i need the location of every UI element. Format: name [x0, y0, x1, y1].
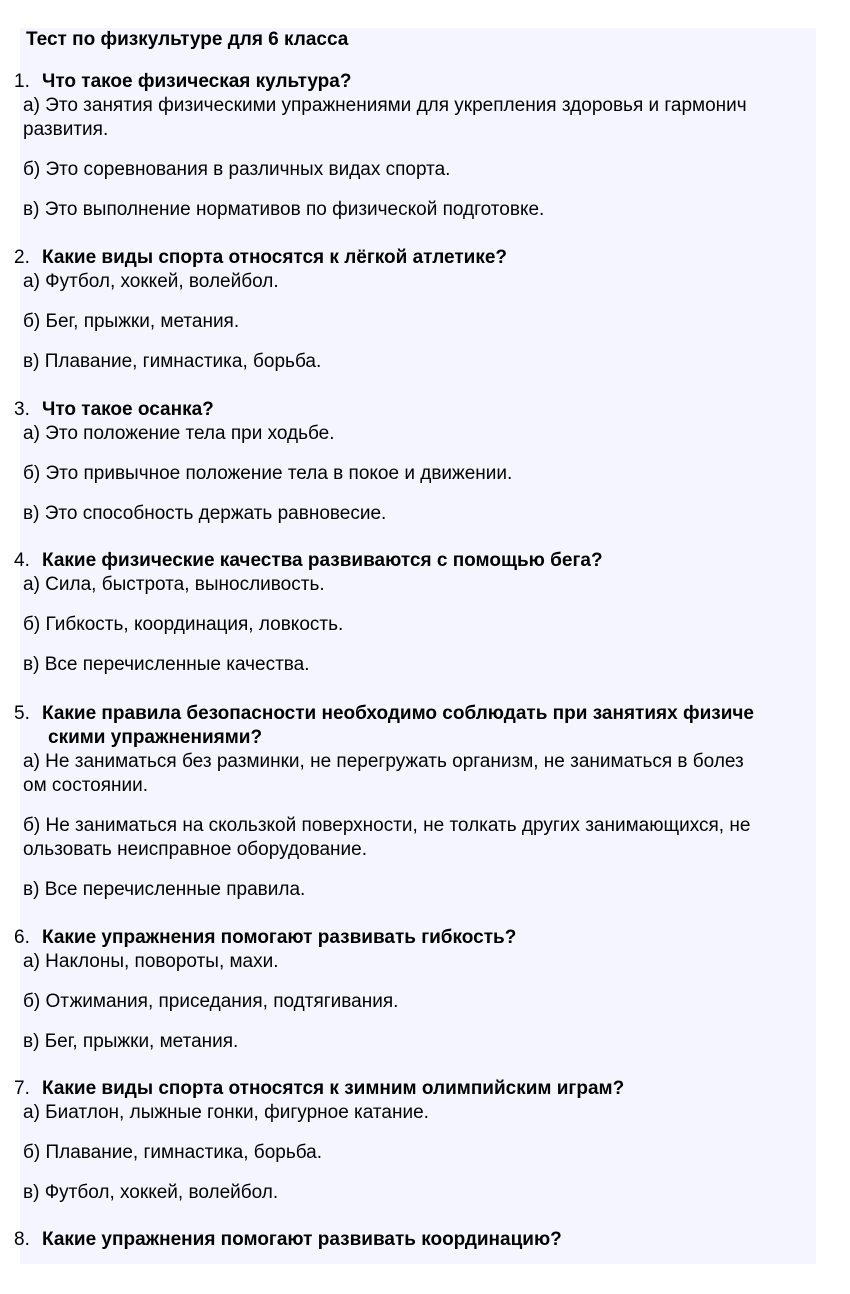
answer-option-c: в) Все перечисленные правила.: [23, 879, 306, 900]
answer-option-a: а) Биатлон, лыжные гонки, фигурное катание.: [23, 1102, 429, 1123]
question-text: Какие упражнения помогают развивать координацию?: [42, 1229, 562, 1250]
answer-option-a: а) Это занятия физическими упражнениями для укрепления здоровья и гармонич развития.: [23, 95, 747, 140]
question-text: Какие упражнения помогают развивать гибкость?: [42, 927, 517, 948]
question-block-2: [14, 246, 850, 374]
answer-option-c: в) Это способность держать равновесие.: [23, 503, 387, 524]
answer-option-b: б) Это привычное положение тела в покое и движении.: [23, 463, 513, 484]
answer-option-b: б) Это соревнования в различных видах спорта.: [23, 159, 451, 180]
question-text: Какие виды спорта относятся к зимним олимпийским играм?: [42, 1078, 625, 1099]
question-number: 3.: [14, 399, 30, 420]
question-text: Какие виды спорта относятся к лёгкой атлетике?: [42, 247, 508, 268]
question-8: [14, 1228, 850, 1252]
question-1: [14, 70, 850, 94]
question-text: Что такое осанка?: [42, 399, 214, 420]
question-text-continued: скими упражнениями?: [48, 727, 263, 748]
question-number: 7.: [14, 1078, 30, 1099]
question-block-7: [14, 1077, 850, 1205]
answer-option-b: б) Не заниматься на скользкой поверхности, не толкать других занимающихся, не ользовать неисправное оборудование.: [23, 815, 751, 860]
answer-option-b: б) Плавание, гимнастика, борьба.: [23, 1142, 323, 1163]
question-4: [14, 549, 850, 573]
answer-option-b: б) Бег, прыжки, метания.: [23, 311, 240, 332]
question-number: 2.: [14, 247, 30, 268]
answer-option-c: в) Бег, прыжки, метания.: [23, 1031, 239, 1052]
answer-option-c: в) Все перечисленные качества.: [23, 654, 310, 675]
question-number: 4.: [14, 550, 30, 571]
answer-option-b: б) Отжимания, приседания, подтягивания.: [23, 991, 399, 1012]
answer-option-c: в) Это выполнение нормативов по физической подготовке.: [23, 199, 545, 220]
answer-option-b: б) Гибкость, координация, ловкость.: [23, 614, 344, 635]
answer-option-a: а) Сила, быстрота, выносливость.: [23, 574, 325, 595]
answer-option-a: а) Не заниматься без разминки, не перегружать организм, не заниматься в болез ом состоянии.: [23, 751, 744, 796]
question-3: [14, 398, 850, 422]
question-7: [14, 1077, 850, 1101]
question-block-5: [14, 702, 850, 902]
document-page: [14, 28, 816, 1264]
document-title: Тест по физкультуре для 6 класса: [26, 29, 349, 50]
question-5: [14, 702, 850, 750]
question-2: [14, 246, 850, 270]
question-block-8: [14, 1228, 850, 1252]
question-number: 5.: [14, 703, 30, 724]
question-text: Какие правила безопасности необходимо соблюдать при занятиях физиче: [42, 703, 754, 724]
answer-option-a: а) Это положение тела при ходьбе.: [23, 423, 335, 444]
question-number: 6.: [14, 927, 30, 948]
question-block-3: [14, 398, 850, 526]
question-block-1: [14, 70, 850, 222]
answer-option-a: а) Футбол, хоккей, волейбол.: [23, 271, 279, 292]
question-number: 1.: [14, 71, 30, 92]
answer-option-c: в) Футбол, хоккей, волейбол.: [23, 1182, 279, 1203]
answer-option-a: а) Наклоны, повороты, махи.: [23, 951, 279, 972]
question-6: [14, 926, 850, 950]
question-block-4: [14, 549, 850, 677]
question-number: 8.: [14, 1229, 30, 1250]
question-block-6: [14, 926, 850, 1054]
question-text: Какие физические качества развиваются с помощью бега?: [42, 550, 603, 571]
answer-option-c: в) Плавание, гимнастика, борьба.: [23, 351, 322, 372]
question-text: Что такое физическая культура?: [42, 71, 352, 92]
